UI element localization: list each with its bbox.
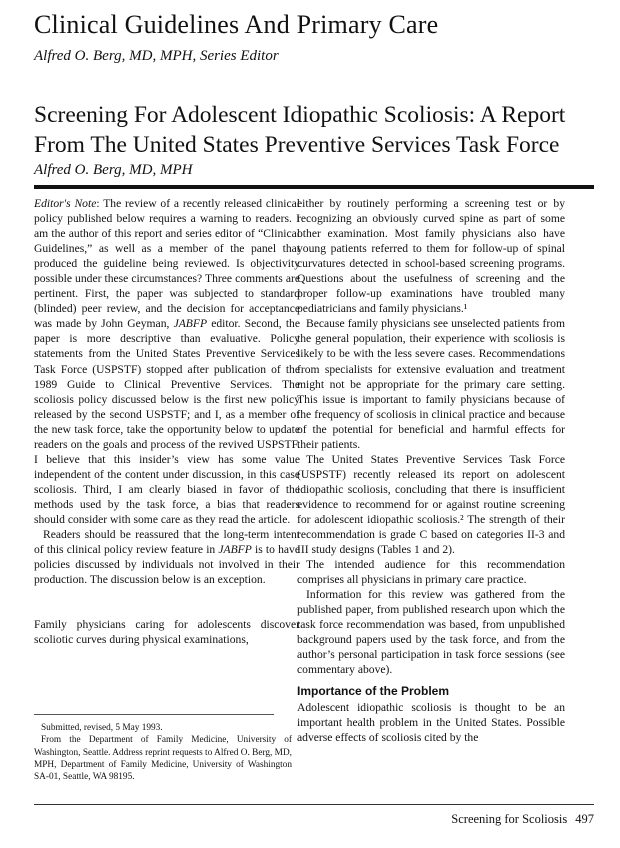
editors-note-label: Editor's Note (34, 197, 97, 210)
journal-name: JABFP (173, 317, 208, 331)
footer-rule (34, 804, 594, 805)
editors-note-paragraph-1 (34, 196, 300, 527)
body-paragraph: Because family physicians see unselected patients from the general population, their experience with scoliosis is likely to be with the less severe cases. Recommendations from specialists for extensive evaluation and treatment might not be appropriate for the primary care setting. This issue is important to family physicians because of the frequency of scoliosis in clinical practice and because of the potential for beneficial and harmful effects for their patients. (297, 317, 565, 451)
editors-note-text-1b: editor. Second, the paper is more descriptive than evaluative. Policy statements from the United States Preventive Services Task Force (USPSTF) stopped after publication of the 1989 Guide to Clinical Preventive Services. The scoliosis policy discussed below is the first new policy released by the second USPSTF; and I, as a member of the new task force, take the opportunity below to update readers on the goals and process of the revived USPSTF. I believe that this insider’s view has some value independent of the content under discussion, in this case scoliosis. Third, I am clearly biased in favor of the methods used by the task force, a bias that readers should consider with some care as they read the article. (34, 317, 300, 526)
body-paragraph: either by routinely performing a screening test or by recognizing an obviously curved spine as part of some other examination. Most family physicians also have young patients referred to them for follow-up of spinal curvatures detected in school-based screening programs. Questions about the usefulness of screening and the proper follow-up examinations have troubled many pediatricians and family physicians.¹ (297, 197, 565, 316)
editors-note-paragraph-2 (34, 527, 300, 587)
page-footer (451, 812, 594, 827)
page-number: 497 (575, 812, 594, 826)
left-column (34, 196, 300, 647)
section-heading: Importance of the Problem (297, 683, 450, 698)
body-paragraph: The United States Preventive Services Task Force (USPSTF) recently released its report on adolescent idiopathic scoliosis, concluding that there is insufficient evidence to recommend for or against routine screening for adolescent idiopathic scoliosis.² The strength of their recommendation is grade C based on categories II-3 and III study designs (Tables 1 and 2). (297, 452, 565, 557)
series-editor: Alfred O. Berg, MD, MPH, Series Editor (34, 48, 279, 64)
right-column (297, 196, 565, 745)
body-paragraph: Family physicians caring for adolescents discover scoliotic curves during physical examinations, (34, 618, 300, 647)
footnote (34, 722, 292, 783)
running-title: Screening for Scoliosis (451, 812, 568, 826)
article-title: Screening For Adolescent Idiopathic Scoliosis: A Report From The United States Preventive Services Task Force (34, 102, 566, 158)
body-paragraph: The intended audience for this recommendation comprises all physicians in primary care practice. (297, 558, 565, 587)
editors-note-text-2a: Readers should be reassured that the long-term intent of this clinical policy review feature in (34, 528, 300, 557)
editors-note-text-1a: : The review of a recently released clinical policy published below requires a warning to readers. I am the author of this report and series editor of “Clinical Guidelines,” as well as a member of the panel that produced the guideline being reviewed. Is objectivity possible under these circumstances? Three comments are pertinent. First, the paper was subjected to standard (blinded) peer review, and the decision for acceptance was made by John Geyman, (34, 197, 300, 331)
body-paragraph: Information for this review was gathered from the published paper, from published research upon which the task force recommendation was based, from unpublished background papers used by the task force, and from the author’s personal participation in task force sessions (see commentary above). (297, 588, 565, 677)
article-author: Alfred O. Berg, MD, MPH (34, 162, 193, 178)
editors-note-text-2b: is to have policies discussed by individuals not involved in their production. The discussion below is an exception. (34, 543, 300, 587)
footnote-affiliation: From the Department of Family Medicine, University of Washington, Seattle. Address reprint requests to Alfred O. Berg, MD, MPH, Department of Family Medicine, University of Washington SA-01, Seattle, WA 98195. (34, 735, 292, 783)
body-paragraph: Adolescent idiopathic scoliosis is thought to be an important health problem in the United States. Possible adverse effects of scoliosis cited by the (297, 700, 565, 744)
journal-name: JABFP (218, 543, 252, 557)
footnote-submitted: Submitted, revised, 5 May 1993. (41, 723, 163, 733)
series-title: Clinical Guidelines And Primary Care (34, 10, 439, 39)
spacer (34, 587, 300, 617)
title-rule (34, 185, 594, 189)
footnote-rule (34, 714, 274, 715)
